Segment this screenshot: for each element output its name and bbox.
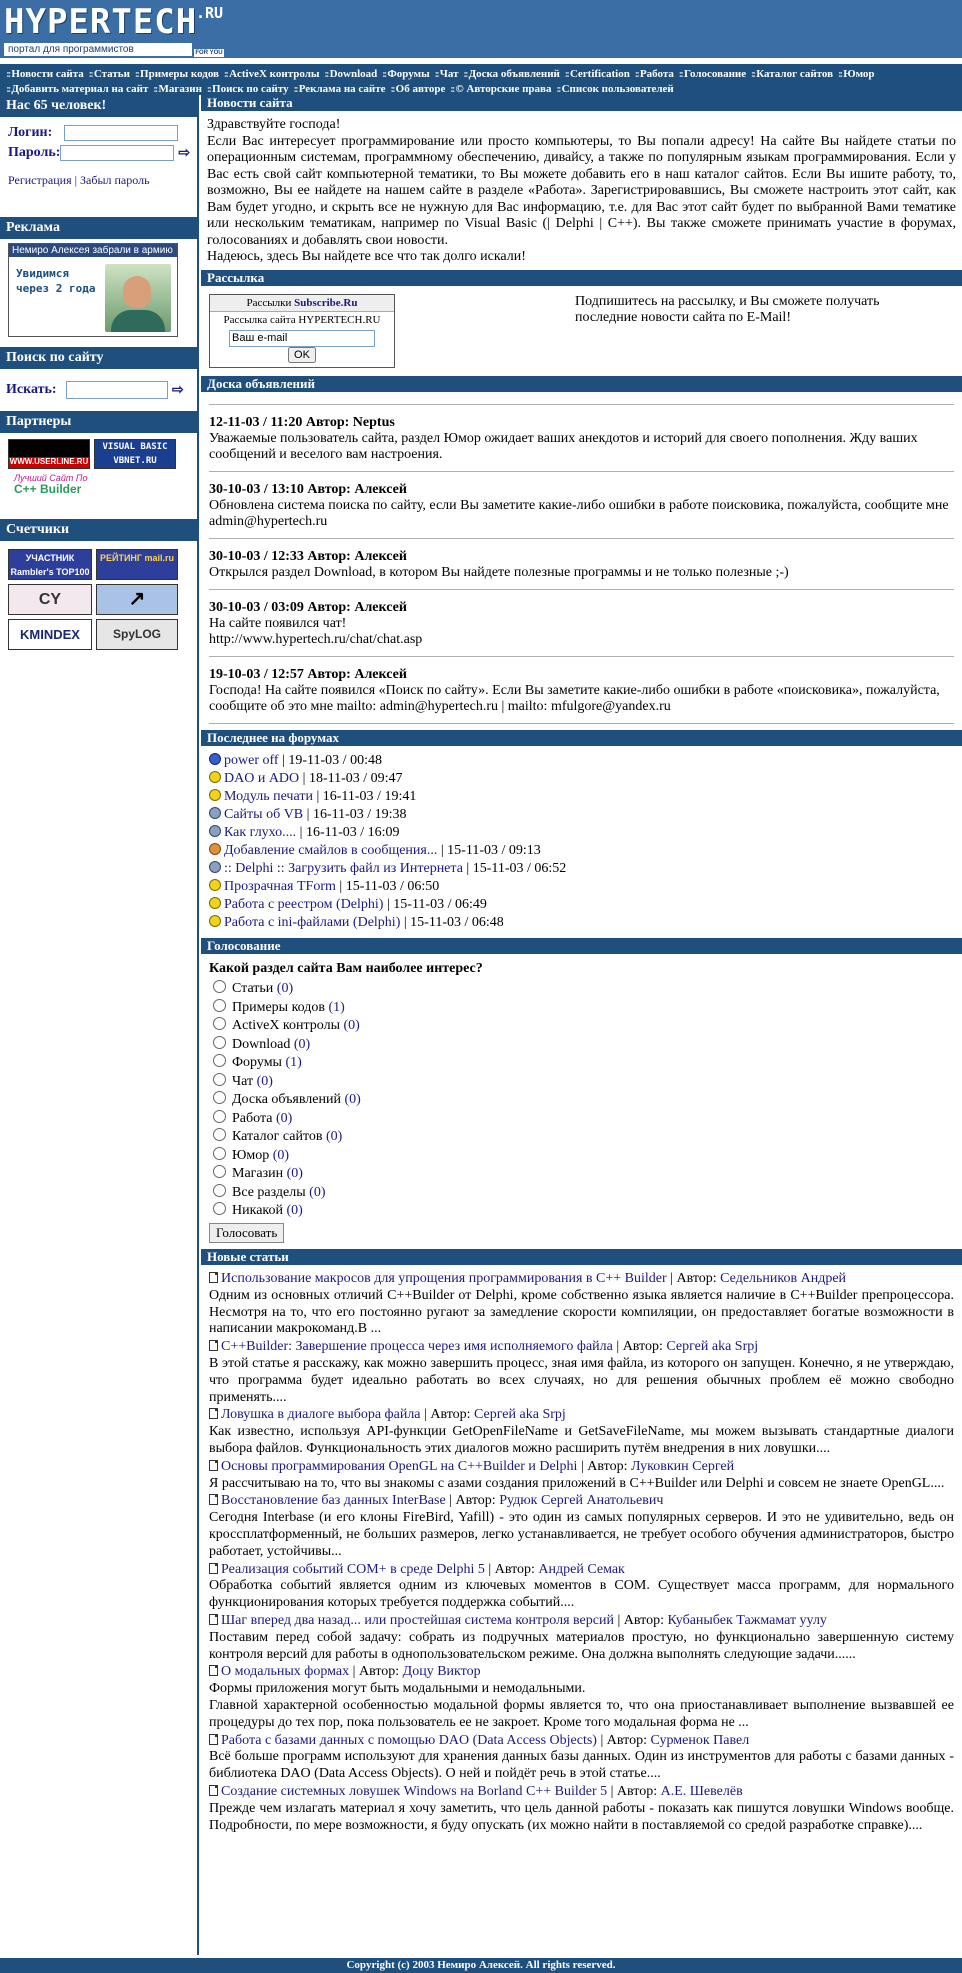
poll-option-label: Никакой (232, 1203, 283, 1218)
poll-option[interactable] (209, 1128, 954, 1147)
poll-option-label: Работа (232, 1110, 273, 1126)
poll-radio[interactable] (213, 999, 226, 1012)
poll-question: Какой раздел сайта Вам наиболее интерес? (209, 960, 483, 976)
board-item (209, 404, 954, 472)
article-author-label: Автор: (616, 1783, 658, 1799)
article-author-link[interactable]: Рудюк Сергей Анатольевич (499, 1493, 664, 1509)
forum-date: 16-11-03 / 19:38 (312, 806, 407, 822)
nav-separator: :: (750, 68, 755, 80)
poll-option[interactable] (209, 1054, 954, 1073)
article-separator: | (484, 1561, 495, 1577)
poll-option[interactable] (209, 1110, 954, 1129)
search-submit-arrow-icon[interactable]: ⇨ (172, 382, 184, 398)
article-title-link[interactable]: Ловушка в диалоге выбора файла (221, 1407, 421, 1423)
smiley-icon (209, 789, 221, 801)
poll-option-count: (0) (344, 1092, 361, 1107)
board-item (209, 539, 954, 590)
logo-for-you: FOR YOU (195, 50, 223, 56)
forum-topic-link[interactable]: Сайты об VB (224, 806, 304, 822)
nav-separator: :: (837, 68, 842, 80)
poll-option-count: (0) (286, 1203, 303, 1218)
forum-item (209, 752, 954, 770)
article-summary: Поставим перед собой задачу: собрать из подручных материалов простую, но функционально завершенную систему контроля версий для работы в однопользовательском режиме. Она должна выполнять следующие задачи...... (209, 1629, 954, 1662)
articles-list (201, 1265, 962, 1841)
poll-option[interactable] (209, 1091, 954, 1110)
article-author-link[interactable]: Седельников Андрей (720, 1271, 847, 1286)
nav-item[interactable]: Голосование (683, 68, 747, 80)
nav-item[interactable]: Реклама на сайте (298, 83, 386, 95)
document-icon (209, 1734, 218, 1745)
article-item (209, 1562, 954, 1612)
nav-item[interactable]: Примеры кодов (140, 68, 219, 80)
poll-option[interactable] (209, 1073, 954, 1092)
ad-message: Увидимся через 2 года (16, 267, 96, 295)
document-icon (209, 1665, 218, 1676)
article-separator: | (577, 1458, 588, 1474)
poll-radio[interactable] (213, 1036, 226, 1049)
article-title-link[interactable]: C++Builder: Завершение процесса через имя исполняемого файла (221, 1339, 613, 1355)
nav-separator: :: (390, 83, 394, 95)
poll-radio[interactable] (213, 1202, 226, 1215)
poll-option-label: Юмор (232, 1147, 270, 1163)
forum-date: 15-11-03 / 06:52 (472, 860, 567, 876)
article-author-link[interactable]: А.Е. Шевелёв (660, 1783, 743, 1799)
forum-separator: | (437, 842, 448, 858)
document-icon (209, 1460, 218, 1471)
nav-separator: :: (634, 68, 638, 80)
document-icon (209, 1272, 218, 1283)
forum-date: 16-11-03 / 16:09 (305, 824, 400, 840)
nav-separator: :: (206, 83, 211, 95)
nav-separator: :: (6, 68, 10, 80)
nav-item[interactable]: Каталог сайтов (756, 68, 834, 80)
article-summary: Как известно, используя API-функции GetOpenFileName и GetSaveFileName, мы можем вызывать стандартные диалоги выбора файлов. Функциональность этих диалогов можно расширить путём внедрения в них ловушки.... (209, 1424, 954, 1456)
nav-separator: :: (564, 68, 568, 80)
smiley-icon (209, 897, 221, 909)
poll-option-label: Каталог сайтов (232, 1129, 323, 1144)
poll-option-label: Все разделы (232, 1184, 306, 1200)
smiley-icon (209, 771, 221, 783)
article-author-link[interactable]: Сергей aka Srpj (474, 1407, 566, 1423)
article-author-link[interactable]: Доцу Виктор (402, 1664, 481, 1680)
nav-separator: :: (6, 83, 10, 95)
nav-item[interactable]: © Авторские права (455, 83, 552, 95)
forum-date: 15-11-03 / 09:13 (447, 842, 541, 858)
subscribe-ok-button[interactable]: OK (288, 347, 316, 363)
forum-date: 18-11-03 / 09:47 (308, 770, 403, 786)
search-form (0, 369, 197, 411)
nav-item[interactable]: Добавить материал на сайт (11, 83, 149, 95)
article-item (209, 1493, 954, 1560)
article-summary: Формы приложения могут быть модальными и немодальными. Главной характерной особенностью модальной формы является то, что она приостанавливает выполнение вызвавшей ее процедуры до тех пор, пока пользователь ее не закроет. Кроме того модальная форма не ... (209, 1681, 954, 1730)
article-title-link[interactable]: Основы программирования OpenGL на C++Builder и Delphi (221, 1458, 578, 1474)
poll-option-count: (0) (326, 1129, 343, 1144)
board-item-title: 30-10-03 / 12:33 Автор: Алексей (209, 548, 407, 564)
forum-topic-link[interactable]: Добавление смайлов в сообщения... (224, 842, 438, 858)
forum-item (209, 860, 954, 878)
board-heading: Доска объявлений (201, 376, 962, 392)
article-item (209, 1784, 954, 1834)
partner-cbuilder[interactable]: Лучший Сайт По C++ Builder (14, 473, 88, 496)
article-title-link[interactable]: Создание системных ловушек Windows на Borland C++ Builder 5 (221, 1783, 608, 1799)
forum-separator: | (400, 914, 411, 930)
forum-separator: | (303, 806, 313, 822)
forum-date: 16-11-03 / 19:41 (322, 788, 417, 804)
board-item-text: На сайте появился чат! http://www.hypertech.ru/chat/chat.asp (209, 615, 423, 647)
forum-separator: | (299, 770, 309, 786)
poll-option[interactable] (209, 999, 954, 1018)
article-separator: | (349, 1664, 359, 1680)
article-author-label: Автор: (623, 1612, 664, 1628)
poll-option-count: (0) (343, 1018, 360, 1033)
article-title-link[interactable]: Использование макросов для упрощения программирования в C++ Builder (221, 1271, 667, 1286)
smiley-icon (209, 843, 221, 855)
poll-option[interactable] (209, 1017, 954, 1036)
nav-separator: :: (463, 68, 467, 80)
article-author-label: Автор: (494, 1561, 535, 1577)
articles-heading: Новые статьи (201, 1249, 962, 1265)
nav-item[interactable]: Доска объявлений (468, 68, 560, 80)
article-item (209, 1733, 954, 1783)
board-list (201, 392, 962, 730)
site-header (0, 0, 962, 58)
poll-radio[interactable] (213, 1091, 226, 1104)
article-author-label: Автор: (430, 1407, 471, 1423)
forum-topic-link[interactable]: Работа с реестром (Delphi) (224, 896, 384, 912)
poll-option-count: (0) (286, 1166, 303, 1181)
poll-radio[interactable] (213, 1147, 226, 1160)
article-summary: В этой статье я расскажу, как можно завершить процесс, зная имя файла, из которого он запущен. Конечно, я не утверждаю, что программа будет идеально работать во всех случаях, но для решения обычных проблем её можно свободно применять.... (209, 1355, 954, 1405)
forum-item (209, 806, 954, 824)
mailing-text: Подпишитесь на рассылку, и Вы сможете получать последние новости сайта по E-Mail! (575, 293, 880, 325)
nav-separator: :: (223, 68, 228, 80)
poll-radio[interactable] (213, 1184, 226, 1197)
smiley-icon (209, 753, 221, 765)
poll-option-label: Чат (232, 1073, 254, 1089)
poll-section (201, 954, 962, 1250)
board-item (209, 472, 954, 539)
poll-option-count: (0) (272, 1147, 290, 1163)
board-item-title: 30-10-03 / 13:10 Автор: Алексей (209, 481, 407, 497)
article-title-link[interactable]: Работа с базами данных с помощью DAO (Data Access Objects) (221, 1732, 597, 1748)
nav-item[interactable]: Чат (439, 68, 459, 80)
nav-item[interactable]: Статьи (93, 68, 130, 80)
poll-radio[interactable] (213, 1017, 226, 1030)
nav-item[interactable]: Поиск по сайту (212, 83, 289, 95)
poll-radio[interactable] (213, 1110, 226, 1123)
document-icon (209, 1494, 218, 1505)
forum-date: 19-11-03 / 00:48 (288, 752, 382, 768)
document-icon (209, 1408, 218, 1419)
nav-separator: :: (134, 68, 139, 80)
poll-option-count: (0) (256, 1073, 273, 1089)
forum-separator: | (383, 896, 394, 912)
nav-separator: :: (434, 68, 438, 80)
nav-separator: :: (382, 68, 386, 80)
smiley-icon (209, 879, 221, 891)
article-summary: Обработка событий является одним из ключевых моментов в COM. Существует масса программ, для нормального функционирования которых требуется поддержка событий.... (209, 1578, 954, 1611)
subscribe-ru-link[interactable]: Subscribe.Ru (294, 296, 358, 309)
top-navigation (0, 64, 962, 95)
forum-separator: | (278, 752, 289, 768)
article-summary: Всё больше программ используют для хранения данных базы данных. Один из инструментов для работы с базами данных - библиотека DAO (Data Access Objects). О ней и пойдёт речь в этой статье.... (209, 1749, 954, 1782)
article-item (209, 1613, 954, 1663)
forum-topic-link[interactable]: Работа с ini-файлами (Delphi) (224, 914, 401, 930)
smiley-icon (209, 807, 221, 819)
article-title-link[interactable]: Реализация событий COM+ в среде Delphi 5 (221, 1561, 485, 1577)
ad-photo (105, 264, 171, 332)
forum-topic-link[interactable]: Как глухо.... (224, 824, 297, 840)
nav-item[interactable]: Юмор (843, 68, 875, 80)
article-title-link[interactable]: О модальных формах (221, 1664, 350, 1680)
ad-caption: Немиро Алексея забрали в армию (9, 244, 177, 257)
poll-option[interactable] (209, 1165, 954, 1184)
mailing-section (201, 286, 962, 376)
forum-date: 15-11-03 / 06:49 (393, 896, 487, 912)
article-separator: | (612, 1339, 623, 1355)
board-item-text: Господа! На сайте появился «Поиск по сайту». Если Вы заметите какие-либо ошибки в работе «поисковика», пожалуйста, сообщите об это мне mailto: admin@hypertech.ru | mailto: mfulgore@yandex.ru (209, 682, 940, 714)
password-input[interactable] (60, 145, 174, 161)
forums-list (201, 746, 962, 938)
poll-option[interactable] (209, 1184, 954, 1203)
article-separator: | (445, 1493, 456, 1509)
article-author-label: Автор: (676, 1271, 717, 1286)
logo-tagline: портал для программистов (4, 43, 192, 56)
article-author-label: Автор: (455, 1493, 496, 1509)
ad-banner[interactable] (8, 243, 178, 337)
login-label: Логин: (8, 125, 53, 140)
nav-item[interactable]: Магазин (158, 83, 202, 95)
poll-option[interactable] (209, 980, 954, 999)
article-separator: | (420, 1407, 431, 1423)
article-separator: | (607, 1783, 617, 1799)
poll-option[interactable] (209, 1202, 954, 1221)
forums-heading: Последнее на форумах (201, 730, 962, 746)
poll-option-label: Доска объявлений (232, 1092, 341, 1107)
document-icon (209, 1614, 218, 1625)
forum-item (209, 770, 954, 788)
forum-item (209, 914, 954, 932)
site-news-body: Здравствуйте господа! Если Вас интересует программирование или просто компьютеры, то Вы попали адресу! На сайте Вы найдете статьи по операционным системам, программному обеспечению, дивайсу, а также по популярным языкам программирования. Если у Вас есть свой сайт компьютерной тематики, то Вы можете добавить его в наш каталог сайтов. Если Вы ишите работу, то, возможно, Вы ее найдете на нашем сайте в разделе «Работа». Зарегистрировавшись, Вы сможете настроить этот сайт, как Вам будет угодно, и скрыть все не нужную для Вас информацию, т.е. для Вас этот сайт будет по выбранной Вами тематике или нескольким тематикам, например по Visual Basic (| Delphi | C++). Вы также сможете принимать участие в форумах, голосованиях и добавлять свои новости. Надеюсь, здесь Вы найдете все что так долго искали! (207, 117, 956, 264)
footer-copyright: Copyright (c) 2003 Немиро Алексей. All rights reserved. (0, 1958, 962, 1973)
article-summary: Прежде чем излагать материал я хочу заметить, что цель данной работы - показать как пишутся ловушки Windows вообще. Подробности, по мере возможности, я буду опускать (их можно найти в поставляемой со средой разработке справке).... (209, 1800, 954, 1833)
article-item (209, 1459, 954, 1493)
article-title-link[interactable]: Шаг вперед два назад... или простейшая система контроля версий (221, 1612, 614, 1628)
ads-heading: Реклама (0, 217, 197, 239)
article-title-link[interactable]: Восстановление баз данных InterBase (221, 1493, 446, 1509)
article-separator: | (613, 1612, 624, 1628)
poll-radio[interactable] (213, 1073, 226, 1086)
document-icon (209, 1563, 218, 1574)
forum-topic-link[interactable]: Модуль печати (224, 788, 313, 804)
mailing-heading: Рассылка (201, 270, 962, 286)
smiley-icon (209, 825, 221, 837)
article-author-link[interactable]: Сергей aka Srpj (666, 1339, 759, 1355)
login-submit-arrow-icon[interactable]: ⇨ (178, 145, 191, 161)
forum-topic-link[interactable]: power off (224, 752, 279, 768)
forum-date: 15-11-03 / 06:48 (410, 914, 504, 930)
users-online: Нас 65 человек! (0, 95, 197, 117)
nav-separator: :: (293, 83, 297, 95)
forum-separator: | (296, 824, 306, 840)
counters-heading: Счетчики (0, 519, 197, 541)
smiley-icon (209, 915, 221, 927)
board-item-title: 30-10-03 / 03:09 Автор: Алексей (209, 599, 407, 615)
subscribe-email-input[interactable] (229, 330, 375, 347)
poll-option-count: (0) (275, 1110, 293, 1126)
counter-rambler[interactable]: УЧАСТНИК Rambler's TOP100 (8, 549, 92, 580)
forum-item (209, 788, 954, 806)
article-item (209, 1339, 954, 1406)
article-author-label: Автор: (606, 1732, 647, 1748)
forgot-password-link[interactable]: Забыл пароль (80, 173, 150, 187)
counters-list (0, 541, 197, 677)
nav-separator: :: (324, 68, 328, 80)
poll-option-label: ActiveX контролы (232, 1018, 341, 1033)
poll-radio[interactable] (213, 1165, 226, 1178)
search-label: Искать: (6, 382, 57, 397)
site-logo[interactable] (2, 2, 224, 56)
nav-separator: :: (450, 83, 454, 95)
poll-heading: Голосование (201, 938, 962, 954)
board-item (209, 657, 954, 724)
nav-item[interactable]: Список пользователей (561, 83, 674, 95)
document-icon (209, 1340, 218, 1351)
account-links: Регистрация | Забыл пароль (8, 173, 150, 187)
nav-separator: :: (556, 83, 560, 95)
logo-ru: .RU (196, 4, 224, 22)
article-summary: Сегодня Interbase (и его клоны FireBird, Yafill) - это один из самых популярных серверов. И это не удивительно, ведь он кроссплатформенный, не больших размеров, легко устанавливается, не требует особого обучения администраторов, быстро работает, устойчивы... (209, 1510, 954, 1559)
nav-item[interactable]: Новости сайта (11, 68, 84, 80)
register-link[interactable]: Регистрация (8, 173, 72, 187)
poll-option-count: (1) (328, 999, 345, 1015)
nav-item[interactable]: Об авторе (395, 83, 446, 95)
poll-option-count: (0) (309, 1184, 326, 1200)
subscribe-box: Рассылки Subscribe.Ru Рассылка сайта HYPERTECH.RU Ваш e-mail OK (209, 294, 395, 368)
nav-item[interactable]: Форумы (387, 68, 430, 80)
counter-mailru[interactable]: РЕЙТИНГ mail.ru (96, 549, 178, 580)
smiley-icon (209, 861, 221, 873)
partners-heading: Партнеры (0, 411, 197, 433)
nav-separator: :: (88, 68, 92, 80)
login-input[interactable] (64, 125, 178, 141)
article-author-link[interactable]: Сурменок Павел (650, 1732, 750, 1748)
article-author-label: Автор: (622, 1339, 663, 1355)
forum-date: 15-11-03 / 06:50 (345, 878, 440, 894)
counter-spylog[interactable]: SpyLOG (96, 619, 178, 650)
poll-option[interactable] (209, 1036, 954, 1055)
nav-separator: :: (153, 83, 157, 95)
board-item-title: 12-11-03 / 11:20 Автор: Neptus (209, 414, 395, 430)
nav-separator: :: (678, 68, 682, 80)
partners-list (0, 433, 197, 519)
poll-option-label: Примеры кодов (232, 999, 326, 1015)
forum-topic-link[interactable]: DAO и ADO (224, 770, 300, 786)
poll-option-label: Форумы (232, 1055, 282, 1070)
password-label: Пароль: (8, 145, 61, 160)
article-author-label: Автор: (587, 1458, 628, 1474)
vote-button[interactable]: Голосовать (209, 1223, 284, 1243)
article-item (209, 1664, 954, 1731)
forum-separator: | (335, 878, 346, 894)
counter-cy[interactable]: CY (8, 584, 92, 615)
poll-option-count: (0) (293, 1036, 311, 1052)
article-item (209, 1407, 954, 1457)
board-item-title: 19-10-03 / 12:57 Автор: Алексей (209, 666, 407, 682)
forum-topic-link[interactable]: Прозрачная TForm (224, 878, 336, 894)
article-author-link[interactable]: Луковкин Сергей (630, 1458, 735, 1474)
forum-topic-link[interactable]: :: Delphi :: Загрузить файл из Интернета (224, 860, 463, 876)
poll-radio[interactable] (213, 980, 226, 993)
poll-option-label: Download (232, 1036, 291, 1052)
nav-item[interactable]: Certification (569, 68, 630, 80)
counter-kmindex[interactable]: KMINDEX (8, 619, 92, 650)
poll-option-count: (0) (276, 981, 294, 996)
counter-arrow[interactable]: ↗ (96, 584, 178, 615)
board-item-text: Открылся раздел Download, в котором Вы найдете полезные программы и не только полезные ;-) (209, 564, 789, 580)
nav-item[interactable]: Download (329, 68, 378, 80)
poll-radio[interactable] (213, 1054, 226, 1067)
logo-wordmark: HYPERTECH (4, 2, 198, 42)
article-summary: Одним из основных отличий C++Builder от Delphi, кроме собственно языка является наличие в C++Builder препроцессора. Несмотря на то, что его постоянно ругают за замедление скорости компиляции, он предоставляет богатые возможности в написании макрокоманд.В ... (209, 1287, 954, 1337)
nav-item[interactable]: ActiveX контролы (229, 68, 320, 80)
forum-item (209, 842, 954, 860)
nav-item[interactable]: Работа (639, 68, 674, 80)
article-author-link[interactable]: Кубаныбек Тажмамат уулу (667, 1612, 827, 1628)
login-form (0, 117, 197, 217)
board-item-text: Обновлена система поиска по сайту, если Вы заметите какие-либо ошибки в работе поисковика, пожалуйста, сообщите мне admin@hypertech.ru (209, 497, 949, 529)
article-separator: | (666, 1271, 677, 1286)
search-input[interactable] (66, 381, 168, 399)
article-summary: Я рассчитываю на то, что вы знакомы с азами создания приложений в C++Builder или Delphi и совсем не знаете OpenGL.... (209, 1475, 945, 1491)
partner-vbnet[interactable]: VISUAL BASIC VBNET.RU (94, 439, 176, 469)
partner-userline[interactable]: WWW.USERLINE.RU (8, 439, 90, 469)
forum-item (209, 896, 954, 914)
board-item (209, 590, 954, 657)
poll-radio[interactable] (213, 1128, 226, 1141)
article-separator: | (596, 1732, 607, 1748)
article-item (209, 1271, 954, 1338)
site-news-heading: Новости сайта (201, 95, 962, 111)
forum-item (209, 824, 954, 842)
board-item-text: Уважаемые пользователь сайта, раздел Юмор ожидает ваших анекдотов и историй для своего пополнения. Жду ваших сообщений и веселого вам настроения. (209, 430, 918, 462)
poll-option-label: Магазин (232, 1166, 284, 1181)
forum-separator: | (312, 788, 323, 804)
forum-separator: | (462, 860, 473, 876)
poll-option[interactable] (209, 1147, 954, 1166)
search-heading: Поиск по сайту (0, 347, 197, 369)
article-author-link[interactable]: Андрей Семак (538, 1561, 625, 1577)
article-author-label: Автор: (358, 1664, 400, 1680)
poll-option-count: (1) (285, 1055, 302, 1070)
main-content (201, 95, 962, 1841)
left-sidebar (0, 95, 199, 1955)
document-icon (209, 1785, 218, 1796)
poll-option-label: Статьи (232, 981, 274, 996)
forum-item (209, 878, 954, 896)
